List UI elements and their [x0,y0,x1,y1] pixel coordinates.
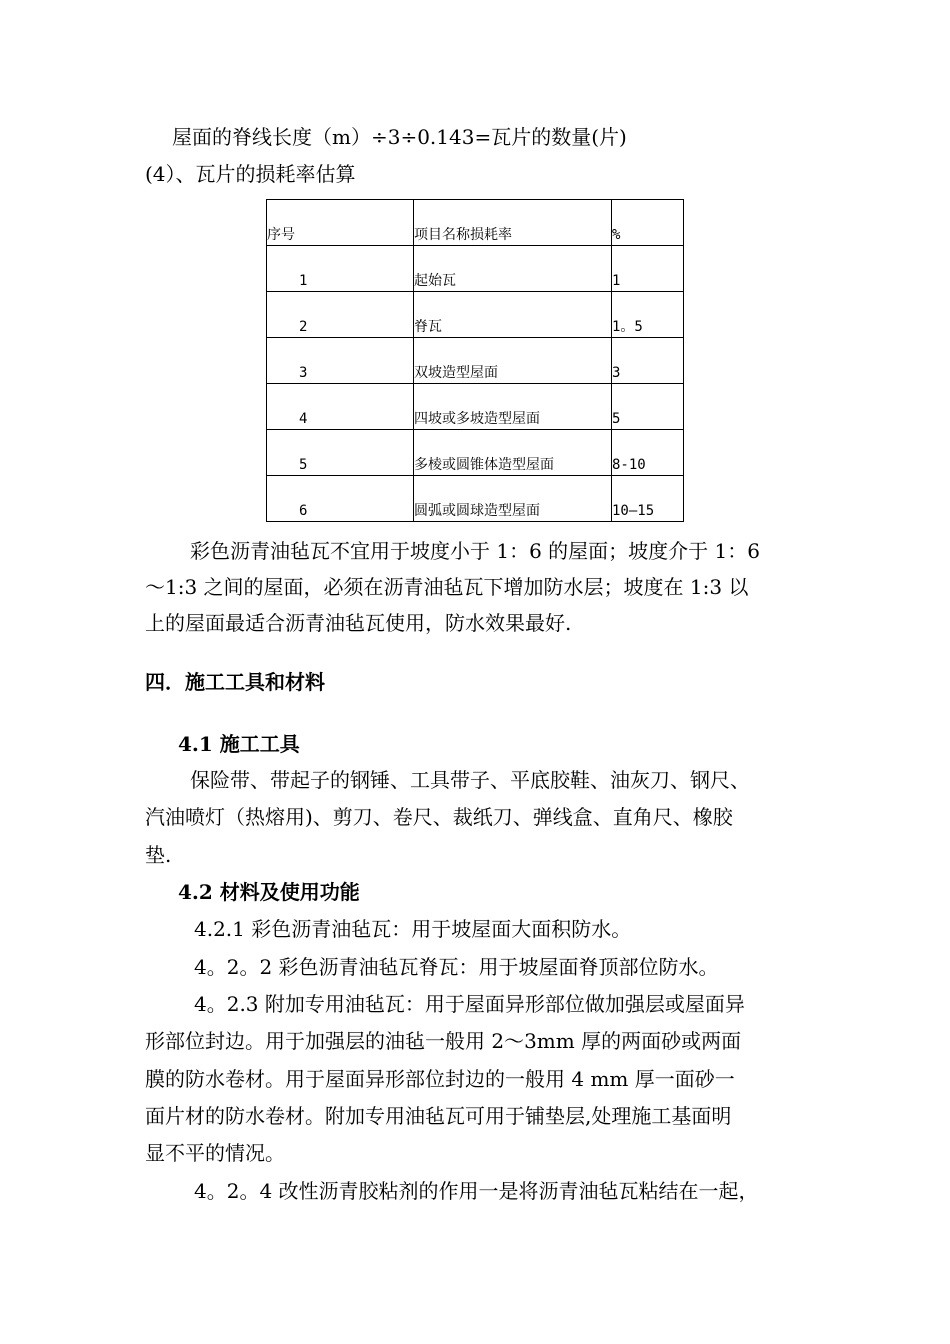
cell-index: 3 [267,338,414,384]
header-cell-index: 序号 [267,200,414,246]
cell-index: 6 [267,476,414,522]
cell-percent: 8-10 [612,430,684,476]
cell-item: 圆弧或圆球造型屋面 [414,476,612,522]
cell-percent: 1。5 [612,292,684,338]
section-heading: 四．施工工具和材料 [145,670,325,694]
header-cell-percent: % [612,200,684,246]
cell-item: 脊瓦 [414,292,612,338]
paragraph-line: 4。2。2 彩色沥青油毡瓦脊瓦：用于坡屋面脊顶部位防水。 [194,955,719,979]
cell-index: 2 [267,292,414,338]
cell-item: 多棱或圆锥体造型屋面 [414,430,612,476]
paragraph-line: 保险带、带起子的钢锤、工具带子、平底胶鞋、油灰刀、钢尺、 [190,768,750,792]
formula-line: 屋面的脊线长度（m）÷3÷0.143=瓦片的数量(片) [172,125,627,149]
paragraph-line: 形部位封边。用于加强层的油毡一般用 2～3mm 厚的两面砂或两面 [145,1029,742,1053]
section-subtitle: (4）、瓦片的损耗率估算 [145,162,356,186]
paragraph-line: 膜的防水卷材。用于屋面异形部位封边的一般用 4 mm 厚一面砂一 [145,1067,735,1091]
paragraph-line: 4。2.3 附加专用油毡瓦：用于屋面异形部位做加强层或屋面异 [194,992,745,1016]
subsection-heading: 4.2 材料及使用功能 [178,880,360,904]
cell-percent: 3 [612,338,684,384]
paragraph-line: 上的屋面最适合沥青油毡瓦使用，防水效果最好. [145,611,572,635]
table-row [267,476,684,522]
table-row [267,246,684,292]
cell-percent: 5 [612,384,684,430]
table-row [267,384,684,430]
paragraph-line: 垫. [145,843,172,867]
table-row [267,430,684,476]
cell-percent: 10—15 [612,476,684,522]
cell-item: 四坡或多坡造型屋面 [414,384,612,430]
cell-percent: 1 [612,246,684,292]
paragraph-line: 汽油喷灯（热熔用)、剪刀、卷尺、裁纸刀、弹线盒、直角尺、橡胶 [145,805,733,829]
paragraph-line: 4。2。4 改性沥青胶粘剂的作用一是将沥青油毡瓦粘结在一起， [194,1179,759,1203]
loss-rate-table [266,199,684,522]
paragraph-line: 显不平的情况。 [145,1141,285,1165]
paragraph-line: ～1:3 之间的屋面，必须在沥青油毡瓦下增加防水层；坡度在 1:3 以 [145,575,749,599]
cell-index: 5 [267,430,414,476]
table-row [267,292,684,338]
header-cell-item: 项目名称损耗率 [414,200,612,246]
paragraph-line: 4.2.1 彩色沥青油毡瓦：用于坡屋面大面积防水。 [194,917,632,941]
subsection-heading: 4.1 施工工具 [178,732,300,756]
cell-item: 起始瓦 [414,246,612,292]
cell-index: 1 [267,246,414,292]
table-header-row [267,200,684,246]
paragraph-line: 彩色沥青油毡瓦不宜用于坡度小于 1：6 的屋面；坡度介于 1：6 [190,539,760,563]
cell-index: 4 [267,384,414,430]
cell-item: 双坡造型屋面 [414,338,612,384]
table-row [267,338,684,384]
paragraph-line: 面片材的防水卷材。附加专用油毡瓦可用于铺垫层,处理施工基面明 [145,1104,732,1128]
